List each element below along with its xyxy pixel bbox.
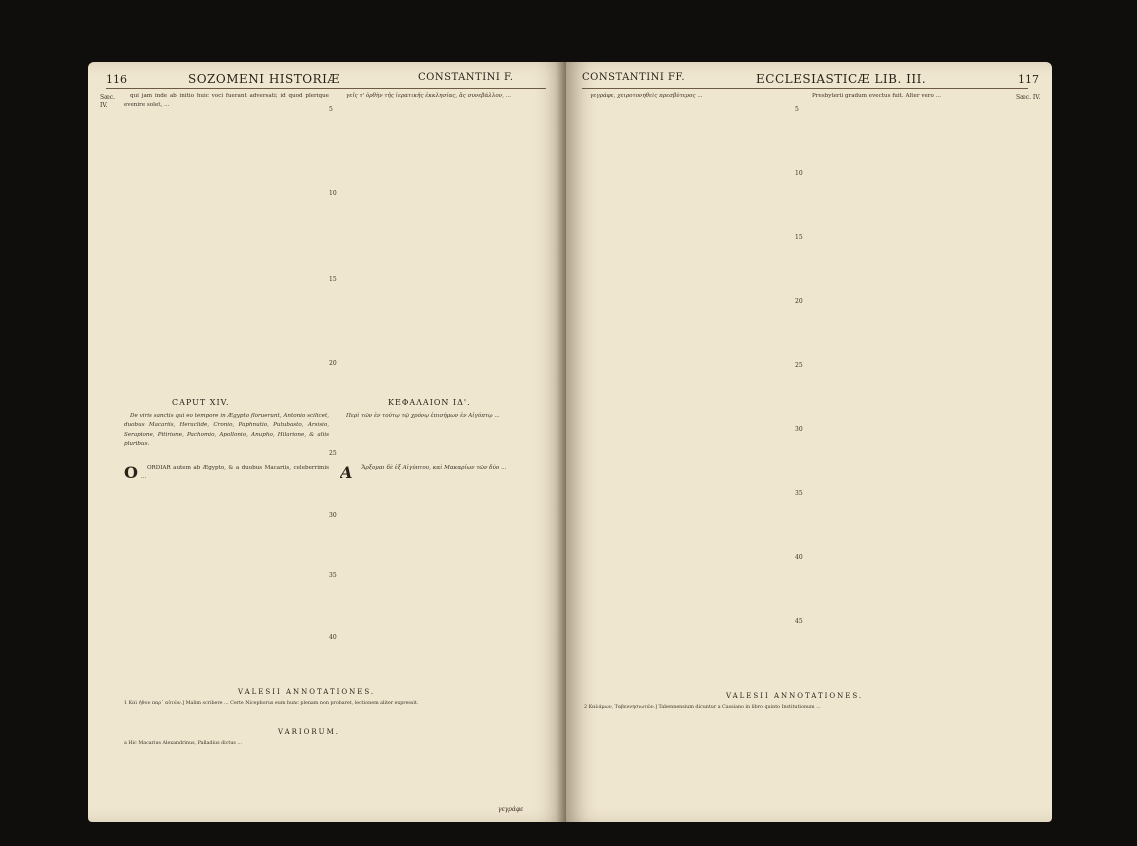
line-number: 35 — [795, 490, 803, 497]
drop-initial: O — [124, 464, 138, 482]
greek-text-top: γεῖς τ' ὀρθὴν τῆς ἱερατικῆς ἐκκλησίας, ἃς συνεβάλλον, ... — [346, 93, 512, 99]
left-running-header: SOZOMENI HISTORIÆ — [188, 72, 340, 86]
line-number: 35 — [329, 572, 337, 579]
line-number: 5 — [329, 106, 333, 113]
line-number: 40 — [795, 554, 803, 561]
line-number: 5 — [795, 106, 799, 113]
greek-summary-text: Περὶ τῶν ἐν τούτῳ τῷ χρόνῳ ἐπισήμων ἐν Αἰγύπτῳ ... — [346, 413, 500, 419]
greek-column-chapter — [340, 464, 548, 682]
chapter-summary-latin — [124, 412, 329, 458]
right-margin-label: Sæc. IV. — [1016, 94, 1041, 101]
right-page-number: 117 — [1018, 73, 1039, 86]
line-number: 15 — [795, 234, 803, 241]
latin-chapter-text: ORDIAR autem ab Ægypto, & a duobus Macariis, celeberrimis ... — [140, 465, 329, 481]
line-number: 10 — [329, 190, 337, 197]
latin-main-text: Presbyterii gradum evectus fuit. Alter vero ... — [812, 93, 941, 99]
notes-title: VALESII ANNOTATIONES. — [238, 688, 376, 696]
greek-main-text: γεγράφε, χειροτονηθεὶς πρεσβύτερος ... — [590, 93, 703, 99]
line-number: 25 — [329, 450, 337, 457]
latin-column-top — [124, 92, 329, 392]
variorum-text: a Hic Macarius Alexandrinus, Palladius dictus ... — [124, 741, 242, 746]
line-number: 15 — [329, 276, 337, 283]
right-notes-title: VALESII ANNOTATIONES. — [726, 692, 864, 700]
greek-column-top — [340, 92, 548, 392]
line-number: 25 — [795, 362, 803, 369]
header-rule — [582, 88, 1028, 89]
right-running-header: ECCLESIASTICÆ LIB. III. — [756, 72, 927, 86]
line-number: 10 — [795, 170, 803, 177]
line-number: 30 — [795, 426, 803, 433]
left-running-header-right: CONSTANTINI F. — [418, 72, 514, 83]
left-margin-label: Sæc. IV. — [100, 94, 116, 109]
latin-column — [806, 92, 1012, 684]
chapter-heading-latin: CAPUT XIV. — [172, 398, 230, 407]
line-number: 20 — [329, 360, 337, 367]
line-number: 30 — [329, 512, 337, 519]
line-number: 40 — [329, 634, 337, 641]
left-page — [88, 62, 566, 822]
catchword: γεγράφε — [498, 806, 524, 813]
drop-initial-greek: Α — [340, 464, 353, 482]
notes-text: 1 Καὶ ἦθον παρ᾽ αὐτῶν.] Malim scribere ... Certe Nicephorus eum hunc plenam non probaret, lectionem aliter expressit. — [124, 701, 419, 706]
line-number: 20 — [795, 298, 803, 305]
right-running-header-left: CONSTANTINI FF. — [582, 72, 686, 83]
chapter-summary-text: De viris sanctis qui eo tempore in Ægypto floruerunt, Antonio scilicet, duobus Macariis, Heraclide, Cronio, Paphnutio, Putubasto, Arsisio, Serapione, Pitirione, Pachomio, Apollonio, Anupho, Hilarione, & aliis pluribus. — [124, 413, 329, 447]
header-rule — [106, 88, 546, 89]
greek-chapter-text: Ἄρξομαι δὲ ἐξ Αἰγύπτου, καὶ Μακαρίων τῶν δύο ... — [361, 465, 507, 471]
latin-column-chapter — [124, 464, 329, 682]
chapter-summary-greek — [340, 412, 548, 458]
latin-text-top: qui jam inde ab initio huic voci fuerant adversati; id quod plerique evenire solet, ... — [124, 93, 329, 109]
right-page — [566, 62, 1052, 822]
greek-column — [584, 92, 794, 684]
line-number: 45 — [795, 618, 803, 625]
right-notes-text: 2 Καλάμων, Ταβεννησιωτῶν.] Tabennensium dicuntur a Cassiano in libro quinto Institutionum ... — [584, 705, 821, 710]
variorum-title: VARIORUM. — [278, 728, 340, 736]
left-page-number: 116 — [106, 73, 127, 86]
chapter-heading-greek: ΚΕΦΑΛΑΙΟΝ ΙΔ'. — [388, 398, 471, 407]
